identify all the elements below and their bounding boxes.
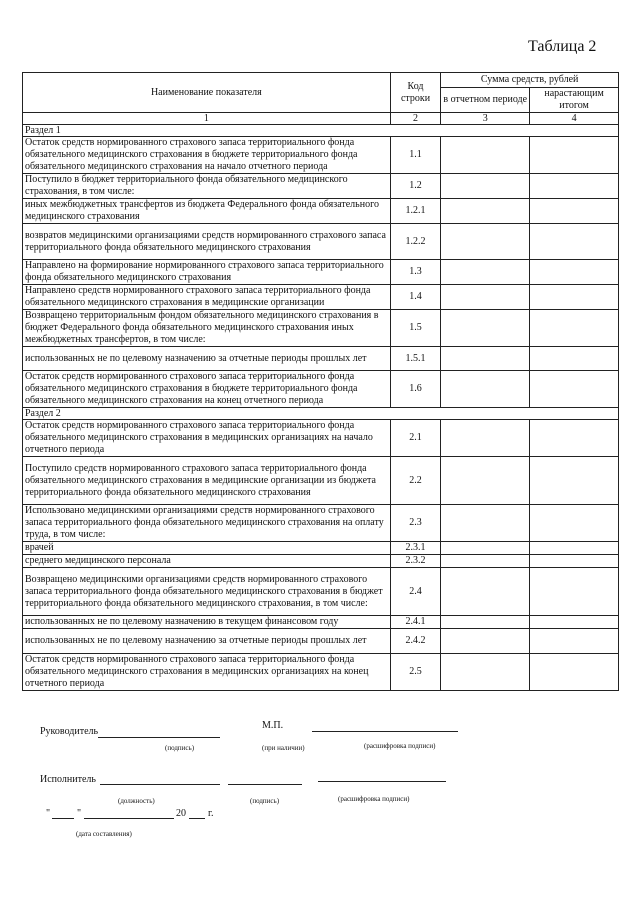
value-cumulative[interactable]: [530, 420, 619, 457]
podpis2-caption: (подпись): [250, 797, 280, 805]
indicator-name: Направлено средств нормированного страхового запаса территориального фонда обязательного медицинского страхования в медицинские организации: [23, 285, 391, 310]
indicator-name: возвратов медицинскими организациями средств нормированного страхового запаса территориального фонда обязательного медицинского страхования: [23, 224, 391, 260]
table-caption: Таблица 2: [528, 38, 597, 55]
executor-position-line: [100, 784, 220, 785]
row-code: 1.5.1: [390, 347, 441, 371]
row-code: 1.3: [390, 260, 441, 285]
value-current-period[interactable]: [441, 616, 530, 629]
row-code: 1.1: [390, 137, 441, 174]
table-row: [23, 347, 619, 371]
value-cumulative[interactable]: [530, 347, 619, 371]
value-current-period[interactable]: [441, 420, 530, 457]
row-code: 1.5: [390, 310, 441, 347]
row-code: 1.2.1: [390, 199, 441, 224]
header-code: Код строки: [390, 73, 441, 113]
indicator-name: Использовано медицинскими организациями средств нормированного страхового запаса территориального фонда обязательного медицинского страхования на оплату труда, в том числе:: [23, 505, 391, 542]
date-caption: (дата составления): [76, 830, 132, 838]
table-row: [23, 457, 619, 505]
table-row: [23, 371, 619, 408]
value-current-period[interactable]: [441, 199, 530, 224]
row-code: 2.4.1: [390, 616, 441, 629]
mp-label: М.П.: [262, 720, 284, 731]
table-row: [23, 310, 619, 347]
table-row: [23, 260, 619, 285]
value-cumulative[interactable]: [530, 174, 619, 199]
date-day-line: [52, 818, 74, 819]
date-year-suffix: г.: [208, 808, 214, 819]
report-table: [22, 72, 619, 691]
row-code: 2.2: [390, 457, 441, 505]
row-code: 2.3.1: [390, 542, 441, 555]
value-current-period[interactable]: [441, 505, 530, 542]
table-row: [23, 542, 619, 555]
col-num-2: 2: [390, 113, 441, 125]
table-row: [23, 420, 619, 457]
head-position-line: [98, 737, 220, 738]
executor-sign-line: [228, 784, 302, 785]
value-cumulative[interactable]: [530, 555, 619, 568]
col-num-3: 3: [441, 113, 530, 125]
indicator-name: Направлено на формирование нормированного страхового запаса территориального фонда обязательного медицинского страхования: [23, 260, 391, 285]
value-cumulative[interactable]: [530, 285, 619, 310]
table-row: [23, 285, 619, 310]
header-current: в отчетном периоде: [441, 88, 530, 113]
indicator-name: Поступило средств нормированного страхового запаса территориального фонда обязательного медицинского страхования в медицинские организации из бюджета территориального фонда обязательного медицинского страхования: [23, 457, 391, 505]
section-title: Раздел 1: [23, 125, 619, 137]
row-code: 1.4: [390, 285, 441, 310]
value-current-period[interactable]: [441, 542, 530, 555]
value-current-period[interactable]: [441, 224, 530, 260]
table-row: [23, 224, 619, 260]
value-current-period[interactable]: [441, 310, 530, 347]
date-year-prefix: 20: [176, 808, 186, 819]
value-current-period[interactable]: [441, 260, 530, 285]
value-cumulative[interactable]: [530, 137, 619, 174]
value-current-period[interactable]: [441, 285, 530, 310]
indicator-name: Возвращено территориальным фондом обязательного медицинского страхования в бюджет Федерального фонда обязательного медицинского страхования иных межбюджетных трансфертов, в том числе:: [23, 310, 391, 347]
value-cumulative[interactable]: [530, 199, 619, 224]
value-cumulative[interactable]: [530, 568, 619, 616]
table-row: [23, 654, 619, 691]
value-current-period[interactable]: [441, 568, 530, 616]
value-cumulative[interactable]: [530, 616, 619, 629]
row-code: 1.6: [390, 371, 441, 408]
dolzhnost-caption: (должность): [118, 797, 155, 805]
table-row: [23, 568, 619, 616]
value-current-period[interactable]: [441, 654, 530, 691]
row-code: 2.3: [390, 505, 441, 542]
value-cumulative[interactable]: [530, 457, 619, 505]
col-num-4: 4: [530, 113, 619, 125]
row-code: 2.3.2: [390, 555, 441, 568]
executor-label: Исполнитель: [40, 774, 96, 785]
date-open-quote: ": [46, 808, 51, 819]
rasshifrovka2-caption: (расшифровка подписи): [338, 795, 410, 803]
table-row: [23, 174, 619, 199]
header-name: Наименование показателя: [23, 73, 391, 113]
value-cumulative[interactable]: [530, 310, 619, 347]
executor-decode-line: [318, 781, 446, 782]
value-current-period[interactable]: [441, 137, 530, 174]
podpis-caption: (подпись): [165, 744, 195, 752]
value-current-period[interactable]: [441, 555, 530, 568]
value-current-period[interactable]: [441, 457, 530, 505]
row-code: 1.2.2: [390, 224, 441, 260]
value-cumulative[interactable]: [530, 224, 619, 260]
value-current-period[interactable]: [441, 347, 530, 371]
date-month-line: [84, 818, 174, 819]
pri-nalichii-caption: (при наличии): [262, 744, 305, 752]
row-code: 2.1: [390, 420, 441, 457]
indicator-name: использованных не по целевому назначению за отчетные периоды прошлых лет: [23, 347, 391, 371]
value-cumulative[interactable]: [530, 629, 619, 654]
indicator-name: Остаток средств нормированного страхового запаса территориального фонда обязательного медицинского страхования в медицинских организациях на конец отчетного периода: [23, 654, 391, 691]
indicator-name: Остаток средств нормированного страхового запаса территориального фонда обязательного медицинского страхования в бюджете территориального фонда обязательного медицинского страхования на конец отчетного периода: [23, 371, 391, 408]
date-close-quote: ": [77, 808, 82, 819]
row-code: 2.4: [390, 568, 441, 616]
indicator-name: среднего медицинского персонала: [23, 555, 391, 568]
row-code: 2.4.2: [390, 629, 441, 654]
indicator-name: Поступило в бюджет территориального фонда обязательного медицинского страхования, в том числе:: [23, 174, 391, 199]
table-row: [23, 616, 619, 629]
row-code: 1.2: [390, 174, 441, 199]
indicator-name: Остаток средств нормированного страхового запаса территориального фонда обязательного медицинского страхования в бюджете территориального фонда обязательного медицинского страхования на начало отчетного периода: [23, 137, 391, 174]
table-row: [23, 505, 619, 542]
date-year-line: [189, 818, 205, 819]
value-cumulative[interactable]: [530, 260, 619, 285]
table-row: [23, 555, 619, 568]
section-title: Раздел 2: [23, 408, 619, 420]
indicator-name: иных межбюджетных трансфертов из бюджета Федерального фонда обязательного медицинского страхования: [23, 199, 391, 224]
indicator-name: использованных не по целевому назначению за отчетные периоды прошлых лет: [23, 629, 391, 654]
row-code: 2.5: [390, 654, 441, 691]
value-cumulative[interactable]: [530, 371, 619, 408]
indicator-name: врачей: [23, 542, 391, 555]
value-current-period[interactable]: [441, 371, 530, 408]
col-num-1: 1: [23, 113, 391, 125]
head-decode-line: [312, 731, 458, 732]
value-cumulative[interactable]: [530, 654, 619, 691]
head-label: Руководитель: [40, 726, 99, 737]
rasshifrovka-caption: (расшифровка подписи): [364, 742, 436, 750]
indicator-name: Остаток средств нормированного страхового запаса территориального фонда обязательного медицинского страхования в медицинских организациях на начало отчетного периода: [23, 420, 391, 457]
value-cumulative[interactable]: [530, 505, 619, 542]
table-row: [23, 629, 619, 654]
indicator-name: использованных не по целевому назначению в текущем финансовом году: [23, 616, 391, 629]
value-current-period[interactable]: [441, 629, 530, 654]
table-row: [23, 199, 619, 224]
value-cumulative[interactable]: [530, 542, 619, 555]
header-sum: Сумма средств, рублей: [441, 73, 619, 88]
table-row: [23, 137, 619, 174]
value-current-period[interactable]: [441, 174, 530, 199]
header-cumulative: нарастающим итогом: [530, 88, 619, 113]
indicator-name: Возвращено медицинскими организациями средств нормированного страхового запаса территориального фонда обязательного медицинского страхования в бюджет территориального фонда обязательного медицинского страхования, в том числе:: [23, 568, 391, 616]
